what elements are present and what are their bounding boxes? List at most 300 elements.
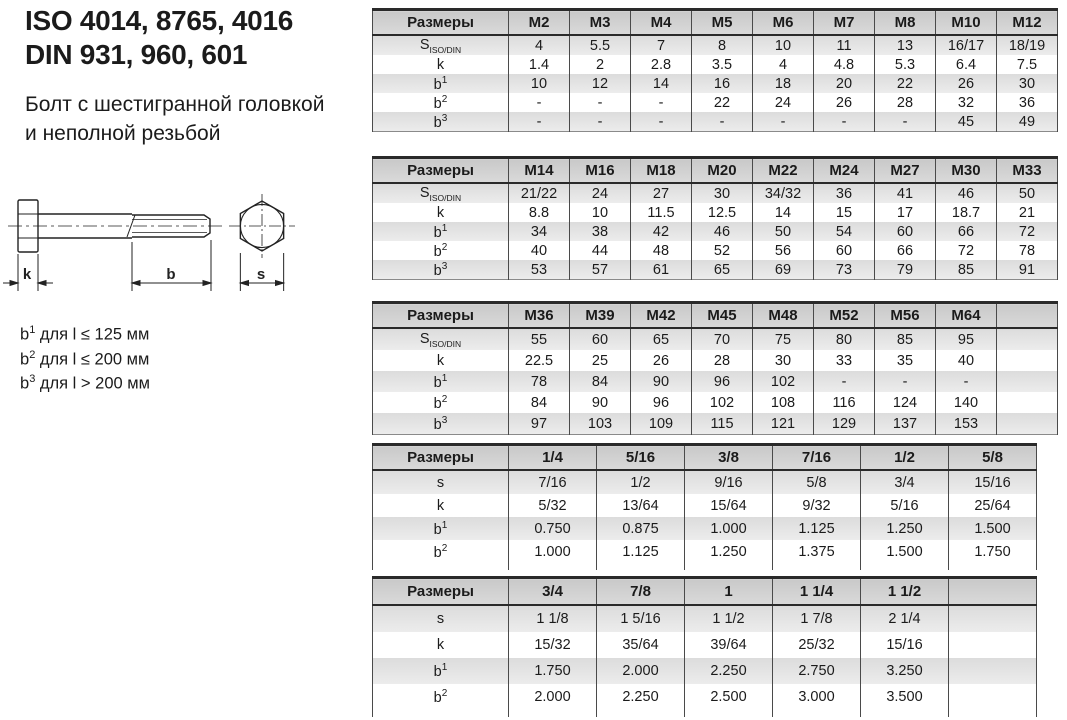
metric-table-m14-m33	[372, 156, 1058, 280]
value-cell: 1.125	[597, 540, 685, 563]
value-cell: 36	[997, 93, 1058, 112]
value-cell: -	[814, 371, 875, 392]
overhang-cell	[861, 563, 949, 570]
value-cell: 60	[570, 328, 631, 350]
dimension-table	[372, 301, 1058, 435]
value-cell: 60	[814, 241, 875, 260]
overhang-cell	[949, 563, 1037, 570]
size-column-header: M7	[814, 10, 875, 36]
value-cell: 109	[631, 413, 692, 435]
value-cell: 1.750	[949, 540, 1037, 563]
value-cell: 30	[692, 183, 753, 203]
size-column-header	[997, 303, 1058, 329]
value-cell	[949, 658, 1037, 684]
value-cell: 21/22	[509, 183, 570, 203]
table-row	[373, 658, 1037, 684]
value-cell: 96	[692, 371, 753, 392]
sizes-header-cell: Размеры	[373, 158, 509, 184]
value-cell: 9/16	[685, 470, 773, 494]
value-cell: 35	[875, 350, 936, 371]
row-label-cell: k	[373, 55, 509, 74]
row-label-cell: $S_{ISO/DIN}$	[373, 183, 509, 203]
value-cell: 8	[692, 35, 753, 55]
value-cell: 50	[753, 222, 814, 241]
value-cell: 2	[570, 55, 631, 74]
size-column-header: M20	[692, 158, 753, 184]
value-cell: 53	[509, 260, 570, 280]
size-column-header: M10	[936, 10, 997, 36]
table-header-row	[373, 303, 1058, 329]
note-text: для l ≤ 200 мм	[35, 350, 150, 368]
row-label-cell: $b^2$	[373, 684, 509, 710]
value-cell: 52	[692, 241, 753, 260]
inch-table-threequarters-to-oneandhalf	[372, 576, 1037, 717]
sizes-header-cell: Размеры	[373, 445, 509, 471]
size-column-header: 3/4	[509, 578, 597, 606]
value-cell: 2.250	[597, 684, 685, 710]
value-cell: 14	[631, 74, 692, 93]
value-cell: 16/17	[936, 35, 997, 55]
value-cell: 115	[692, 413, 753, 435]
value-cell: 7.5	[997, 55, 1058, 74]
dimension-table	[372, 8, 1058, 132]
table-header-row	[373, 578, 1037, 606]
value-cell: -	[509, 112, 570, 132]
value-cell: 30	[753, 350, 814, 371]
value-cell: 33	[814, 350, 875, 371]
value-cell: 3.500	[861, 684, 949, 710]
value-cell: 72	[936, 241, 997, 260]
value-cell: 65	[692, 260, 753, 280]
value-cell: 9/32	[773, 494, 861, 517]
value-cell: 15/16	[861, 632, 949, 658]
value-cell: 30	[997, 74, 1058, 93]
value-cell: 45	[936, 112, 997, 132]
size-column-header: M22	[753, 158, 814, 184]
note-text: для l > 200 мм	[35, 374, 150, 393]
table-row	[373, 93, 1058, 112]
inch-table-quarter-to-fiveeighths	[372, 443, 1037, 570]
value-cell: 18/19	[997, 35, 1058, 55]
value-cell: 72	[997, 222, 1058, 241]
value-cell: 1.500	[949, 517, 1037, 540]
overhang-cell	[773, 710, 861, 717]
value-cell: 48	[631, 241, 692, 260]
value-cell: 28	[692, 350, 753, 371]
value-cell: 27	[631, 183, 692, 203]
value-cell: 39/64	[685, 632, 773, 658]
value-cell: 116	[814, 392, 875, 413]
value-cell: 42	[631, 222, 692, 241]
table-header-row	[373, 158, 1058, 184]
value-cell: 5/16	[861, 494, 949, 517]
size-column-header: 5/8	[949, 445, 1037, 471]
dimension-table	[372, 156, 1058, 280]
value-cell: 18.7	[936, 203, 997, 222]
row-label-cell: $b^3$	[373, 413, 509, 435]
value-cell: 84	[570, 371, 631, 392]
value-cell: 13	[875, 35, 936, 55]
value-cell: 137	[875, 413, 936, 435]
note-superscript: 2	[29, 348, 36, 361]
value-cell: 38	[570, 222, 631, 241]
table-row	[373, 183, 1058, 203]
value-cell: 17	[875, 203, 936, 222]
value-cell: 22	[692, 93, 753, 112]
row-label-cell: $b^1$	[373, 517, 509, 540]
value-cell: 26	[936, 74, 997, 93]
value-cell: 40	[509, 241, 570, 260]
value-cell: 80	[814, 328, 875, 350]
size-column-header: M56	[875, 303, 936, 329]
metric-table-m36-m64	[372, 301, 1058, 435]
note-symbol: b	[20, 325, 30, 344]
value-cell: 22	[875, 74, 936, 93]
value-cell: 121	[753, 413, 814, 435]
value-cell: 15/64	[685, 494, 773, 517]
size-column-header: M5	[692, 10, 753, 36]
value-cell: 78	[509, 371, 570, 392]
value-cell: 4	[509, 35, 570, 55]
value-cell: 61	[631, 260, 692, 280]
dim-s-label: s	[256, 266, 266, 283]
value-cell: 85	[936, 260, 997, 280]
note-superscript: 3	[29, 373, 36, 385]
table-row	[373, 632, 1037, 658]
metric-table-m2-m12	[372, 8, 1058, 132]
overhang-cell	[509, 563, 597, 570]
table-row	[373, 494, 1037, 517]
note-b1	[20, 320, 150, 345]
value-cell: 1.4	[509, 55, 570, 74]
value-cell: 46	[692, 222, 753, 241]
size-column-header: M14	[509, 158, 570, 184]
table-row	[373, 684, 1037, 710]
value-cell: 5.5	[570, 35, 631, 55]
subtitle-line1: Болт с шестигранной головкой	[25, 93, 325, 116]
size-column-header: M18	[631, 158, 692, 184]
value-cell: -	[875, 112, 936, 132]
overhang-cell	[773, 563, 861, 570]
value-cell: 34/32	[753, 183, 814, 203]
value-cell: -	[875, 371, 936, 392]
value-cell	[997, 371, 1058, 392]
size-column-header: M48	[753, 303, 814, 329]
value-cell: 3/4	[861, 470, 949, 494]
value-cell: 1.750	[509, 658, 597, 684]
dim-k-label: k	[22, 266, 32, 283]
table-row	[373, 371, 1058, 392]
table-row	[373, 517, 1037, 540]
overhang-cell	[509, 710, 597, 717]
value-cell: 3.5	[692, 55, 753, 74]
value-cell: 15	[814, 203, 875, 222]
value-cell: -	[509, 93, 570, 112]
value-cell: 13/64	[597, 494, 685, 517]
note-b3	[20, 369, 150, 394]
value-cell: 14	[753, 203, 814, 222]
value-cell: 0.750	[509, 517, 597, 540]
size-column-header: M27	[875, 158, 936, 184]
table-row	[373, 203, 1058, 222]
value-cell: 1 1/8	[509, 605, 597, 632]
row-label-cell: $b^1$	[373, 371, 509, 392]
value-cell: 2.000	[509, 684, 597, 710]
size-column-header: M12	[997, 10, 1058, 36]
page-subtitle	[25, 90, 324, 148]
value-cell: 102	[692, 392, 753, 413]
table-row	[373, 112, 1058, 132]
value-cell: 84	[509, 392, 570, 413]
value-cell: 1 7/8	[773, 605, 861, 632]
value-cell: 12.5	[692, 203, 753, 222]
size-column-header: M39	[570, 303, 631, 329]
size-column-header: 5/16	[597, 445, 685, 471]
title-din: DIN 931, 960, 601	[25, 39, 248, 70]
value-cell: 60	[875, 222, 936, 241]
row-label-cell: $b^3$	[373, 260, 509, 280]
row-label-cell: $S_{ISO/DIN}$	[373, 35, 509, 55]
row-label-cell: $b^3$	[373, 112, 509, 132]
row-label-cell: s	[373, 470, 509, 494]
note-text: для l ≤ 125 мм	[35, 325, 150, 344]
overhang-cell	[685, 563, 773, 570]
value-cell: 108	[753, 392, 814, 413]
value-cell: 1.500	[861, 540, 949, 563]
overhang-cell	[685, 710, 773, 717]
value-cell: 90	[631, 371, 692, 392]
value-cell: -	[753, 112, 814, 132]
value-cell: 75	[753, 328, 814, 350]
row-label-cell: $b^1$	[373, 222, 509, 241]
size-column-header: M3	[570, 10, 631, 36]
title-iso: ISO 4014, 8765, 4016	[25, 5, 293, 36]
value-cell: 3.250	[861, 658, 949, 684]
sizes-header-cell: Размеры	[373, 578, 509, 606]
table-row	[373, 328, 1058, 350]
size-column-header: M36	[509, 303, 570, 329]
value-cell: 46	[936, 183, 997, 203]
size-column-header: 1/4	[509, 445, 597, 471]
column-line-overhang	[373, 710, 1037, 717]
value-cell	[949, 684, 1037, 710]
value-cell: 26	[814, 93, 875, 112]
table-row	[373, 55, 1058, 74]
value-cell: 35/64	[597, 632, 685, 658]
size-column-header: M24	[814, 158, 875, 184]
value-cell: 73	[814, 260, 875, 280]
row-label-cell: $b^2$	[373, 540, 509, 563]
subtitle-line2: и неполной резьбой	[25, 122, 221, 145]
value-cell: 102	[753, 371, 814, 392]
size-column-header: 7/8	[597, 578, 685, 606]
dimension-lines	[3, 240, 284, 291]
value-cell: -	[570, 112, 631, 132]
value-cell	[949, 632, 1037, 658]
value-cell: 2.250	[685, 658, 773, 684]
value-cell: 66	[936, 222, 997, 241]
table-row	[373, 413, 1058, 435]
value-cell: 57	[570, 260, 631, 280]
value-cell: 5/8	[773, 470, 861, 494]
size-column-header: M4	[631, 10, 692, 36]
value-cell: 54	[814, 222, 875, 241]
size-column-header: 7/16	[773, 445, 861, 471]
value-cell: 50	[997, 183, 1058, 203]
row-label-cell: k	[373, 350, 509, 371]
value-cell: 2 1/4	[861, 605, 949, 632]
value-cell	[997, 392, 1058, 413]
value-cell: 2.750	[773, 658, 861, 684]
value-cell: 1/2	[597, 470, 685, 494]
value-cell: 103	[570, 413, 631, 435]
size-column-header: M6	[753, 10, 814, 36]
value-cell: 56	[753, 241, 814, 260]
value-cell: 85	[875, 328, 936, 350]
value-cell: 69	[753, 260, 814, 280]
value-cell: 1.375	[773, 540, 861, 563]
value-cell: 11.5	[631, 203, 692, 222]
table-row	[373, 392, 1058, 413]
value-cell	[997, 328, 1058, 350]
overhang-cell	[597, 710, 685, 717]
value-cell: -	[631, 93, 692, 112]
size-column-header: M64	[936, 303, 997, 329]
value-cell: 11	[814, 35, 875, 55]
value-cell: 7/16	[509, 470, 597, 494]
value-cell: 6.4	[936, 55, 997, 74]
table-row	[373, 605, 1037, 632]
table-row	[373, 74, 1058, 93]
value-cell: 10	[753, 35, 814, 55]
value-cell: 2.8	[631, 55, 692, 74]
value-cell: 21	[997, 203, 1058, 222]
value-cell: -	[936, 371, 997, 392]
value-cell: 20	[814, 74, 875, 93]
row-label-cell: k	[373, 203, 509, 222]
value-cell: 49	[997, 112, 1058, 132]
size-column-header: 1/2	[861, 445, 949, 471]
sizes-header-cell: Размеры	[373, 10, 509, 36]
value-cell	[949, 605, 1037, 632]
row-label-cell: s	[373, 605, 509, 632]
value-cell: 26	[631, 350, 692, 371]
note-b2	[20, 345, 150, 370]
value-cell: 140	[936, 392, 997, 413]
value-cell	[997, 413, 1058, 435]
size-column-header: 1 1/2	[861, 578, 949, 606]
overhang-cell	[949, 710, 1037, 717]
table-row	[373, 241, 1058, 260]
value-cell: 4	[753, 55, 814, 74]
value-cell: 40	[936, 350, 997, 371]
table-header-row	[373, 10, 1058, 36]
value-cell: 12	[570, 74, 631, 93]
value-cell: 15/16	[949, 470, 1037, 494]
value-cell: 1 5/16	[597, 605, 685, 632]
value-cell: 91	[997, 260, 1058, 280]
value-cell: 1 1/2	[685, 605, 773, 632]
value-cell: 25	[570, 350, 631, 371]
table-row	[373, 350, 1058, 371]
page-title	[25, 4, 293, 72]
value-cell: 34	[509, 222, 570, 241]
value-cell: 2.000	[597, 658, 685, 684]
size-column-header	[949, 578, 1037, 606]
row-label-cell: $b^1$	[373, 74, 509, 93]
value-cell: 96	[631, 392, 692, 413]
value-cell: 124	[875, 392, 936, 413]
size-column-header: M16	[570, 158, 631, 184]
value-cell: 32	[936, 93, 997, 112]
table-header-row	[373, 445, 1037, 471]
value-cell: 10	[509, 74, 570, 93]
value-cell: 66	[875, 241, 936, 260]
size-column-header: M45	[692, 303, 753, 329]
size-column-header: 1 1/4	[773, 578, 861, 606]
value-cell: 44	[570, 241, 631, 260]
value-cell: 7	[631, 35, 692, 55]
table-row	[373, 540, 1037, 563]
value-cell: -	[631, 112, 692, 132]
row-label-cell: $S_{ISO/DIN}$	[373, 328, 509, 350]
row-label-cell: k	[373, 632, 509, 658]
size-column-header: M8	[875, 10, 936, 36]
value-cell: 24	[570, 183, 631, 203]
row-label-cell: $b^2$	[373, 241, 509, 260]
dimension-table	[372, 576, 1037, 717]
thread-length-notes	[20, 320, 150, 394]
value-cell: 24	[753, 93, 814, 112]
value-cell: 18	[753, 74, 814, 93]
value-cell: 1.250	[861, 517, 949, 540]
value-cell: 2.500	[685, 684, 773, 710]
size-column-header: M52	[814, 303, 875, 329]
bolt-hex-end-view	[229, 194, 295, 258]
value-cell: 8.8	[509, 203, 570, 222]
row-label-cell: $b^2$	[373, 392, 509, 413]
dimension-table	[372, 443, 1037, 570]
value-cell: 25/64	[949, 494, 1037, 517]
value-cell: 1.000	[685, 517, 773, 540]
sizes-header-cell: Размеры	[373, 303, 509, 329]
note-symbol: b	[20, 374, 30, 393]
bolt-side-view	[8, 200, 222, 252]
value-cell: -	[570, 93, 631, 112]
table-row	[373, 260, 1058, 280]
value-cell: 16	[692, 74, 753, 93]
value-cell: 5.3	[875, 55, 936, 74]
value-cell: 90	[570, 392, 631, 413]
value-cell: -	[692, 112, 753, 132]
value-cell: 97	[509, 413, 570, 435]
column-line-overhang	[373, 563, 1037, 570]
value-cell: 15/32	[509, 632, 597, 658]
table-row	[373, 35, 1058, 55]
size-column-header: M33	[997, 158, 1058, 184]
value-cell: 22.5	[509, 350, 570, 371]
value-cell: 70	[692, 328, 753, 350]
value-cell: 1.250	[685, 540, 773, 563]
size-column-header: M2	[509, 10, 570, 36]
table-row	[373, 222, 1058, 241]
value-cell: 79	[875, 260, 936, 280]
value-cell: 55	[509, 328, 570, 350]
value-cell: 65	[631, 328, 692, 350]
value-cell: 129	[814, 413, 875, 435]
overhang-cell	[597, 563, 685, 570]
value-cell: 4.8	[814, 55, 875, 74]
